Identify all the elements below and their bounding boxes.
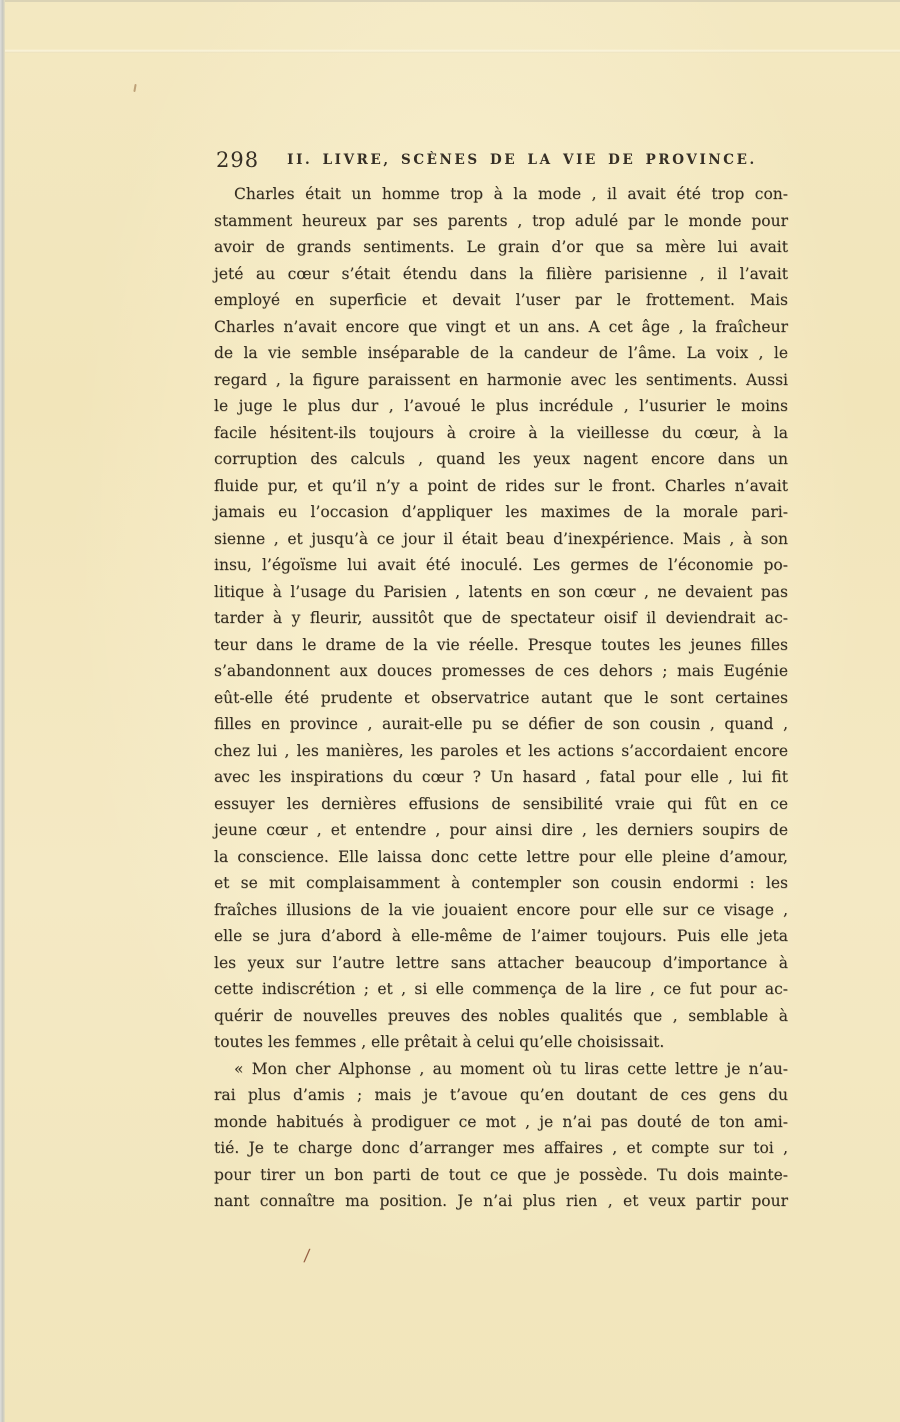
text-line: corruption des calculs , quand les yeux nagent encore dans un xyxy=(214,450,788,468)
text-line: fraîches illusions de la vie jouaient encore pour elle sur ce visage , xyxy=(214,900,788,919)
text-line: sienne , et jusqu’à ce jour il était beau d’inexpérience. Mais , à son xyxy=(214,529,788,548)
text-line: employé en superficie et devait l’user par le frottement. Mais xyxy=(214,291,788,309)
text-block xyxy=(214,181,788,1215)
paragraph-letter xyxy=(214,1056,788,1215)
text-line: de la vie semble inséparable de la candeur de l’âme. La voix , le xyxy=(214,344,788,362)
text-line: toutes les femmes , elle prêtait à celui qu’elle choisissait. xyxy=(214,1033,665,1051)
paper-crease xyxy=(0,49,900,53)
text-line: insu, l’égoïsme lui avait été inoculé. Les germes de l’économie po- xyxy=(214,556,788,574)
paragraph-narrative xyxy=(214,181,788,1056)
text-line: elle se jura d’abord à elle-même de l’aimer toujours. Puis elle jeta xyxy=(214,927,788,945)
running-head xyxy=(214,148,788,178)
text-line: s’abandonnent aux douces promesses de ces dehors ; mais Eugénie xyxy=(214,662,788,680)
text-line: cette indiscrétion ; et , si elle commença de la lire , ce fut pour ac- xyxy=(214,980,788,998)
text-line: « Mon cher Alphonse , au moment où tu liras cette lettre je n’au- xyxy=(234,1059,788,1078)
text-line: Charles n’avait encore que vingt et un ans. A cet âge , la fraîcheur xyxy=(214,317,788,336)
text-line: litique à l’usage du Parisien , latents en son cœur , ne devaient pas xyxy=(214,582,788,601)
text-line: avoir de grands sentiments. Le grain d’or que sa mère lui avait xyxy=(214,238,788,256)
scan-edge-left xyxy=(0,0,5,1422)
text-line: filles en province , aurait-elle pu se défier de son cousin , quand , xyxy=(214,715,788,733)
text-line: teur dans le drame de la vie réelle. Presque toutes les jeunes filles xyxy=(214,635,788,654)
text-line: nant connaître ma position. Je n’ai plus rien , et veux partir pour xyxy=(214,1192,788,1210)
text-line: stamment heureux par ses parents , trop adulé par le monde pour xyxy=(214,211,788,230)
text-line: eût-elle été prudente et observatrice autant que le sont certaines xyxy=(214,688,788,707)
text-line: quérir de nouvelles preuves des nobles qualités que , semblable à xyxy=(214,1006,788,1025)
text-line: rai plus d’amis ; mais je t’avoue qu’en doutant de ces gens du xyxy=(214,1086,788,1104)
text-line: Charles était un homme trop à la mode , il avait été trop con- xyxy=(234,185,788,203)
text-line: essuyer les dernières effusions de sensibilité vraie qui fût en ce xyxy=(214,794,788,813)
text-line: chez lui , les manières, les paroles et les actions s’accordaient encore xyxy=(214,741,788,760)
text-line: avec les inspirations du cœur ? Un hasard , fatal pour elle , lui fit xyxy=(214,768,788,786)
text-line: tarder à y fleurir, aussitôt que de spectateur oisif il deviendrait ac- xyxy=(214,609,788,627)
text-line: tié. Je te charge donc d’arranger mes affaires , et compte sur toi , xyxy=(214,1139,788,1157)
text-line: facile hésitent-ils toujours à croire à la vieillesse du cœur, à la xyxy=(214,423,788,442)
text-line: le juge le plus dur , l’avoué le plus incrédule , l’usurier le moins xyxy=(214,397,788,415)
text-line: les yeux sur l’autre lettre sans attacher beaucoup d’importance à xyxy=(214,953,788,972)
text-line: monde habitués à prodiguer ce mot , je n’ai pas douté de ton ami- xyxy=(214,1112,788,1131)
text-line: jeune cœur , et entendre , pour ainsi dire , les derniers soupirs de xyxy=(214,821,788,839)
text-line: jeté au cœur s’était étendu dans la filière parisienne , il l’avait xyxy=(214,264,788,283)
scan-edge-top xyxy=(0,0,900,2)
text-line: fluide pur, et qu’il n’y a point de rides sur le front. Charles n’avait xyxy=(214,476,788,495)
text-line: et se mit complaisamment à contempler son cousin endormi : les xyxy=(214,874,788,892)
running-title: II. LIVRE, SCÈNES DE LA VIE DE PROVINCE. xyxy=(287,152,757,168)
scan-artifact-slash: / xyxy=(302,1245,311,1267)
text-line: jamais eu l’occasion d’appliquer les maximes de la morale pari- xyxy=(214,503,788,521)
text-line: regard , la figure paraissent en harmonie avec les sentiments. Aussi xyxy=(214,370,788,389)
text-line: la conscience. Elle laissa donc cette lettre pour elle pleine d’amour, xyxy=(214,847,788,866)
page-number: 298 xyxy=(216,148,260,172)
text-line: pour tirer un bon parti de tout ce que je possède. Tu dois mainte- xyxy=(214,1165,788,1184)
scan-artifact-speck xyxy=(133,84,136,92)
